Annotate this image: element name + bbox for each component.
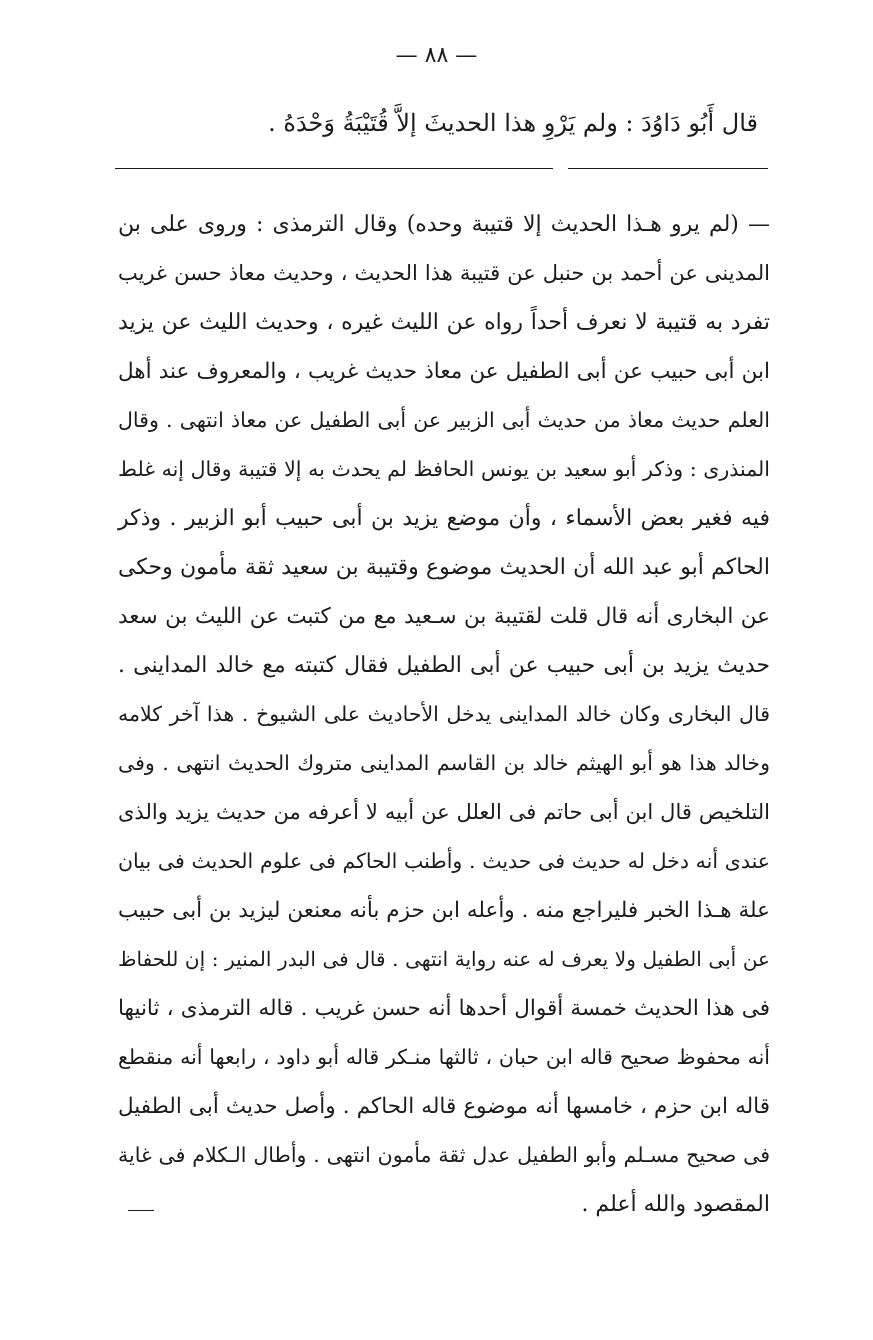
commentary-line: أنه محفوظ صحيح قاله ابن حبان ، ثالثها منـكر قاله أبو داود ، رابعها أنه منقطع [118,1045,770,1069]
commentary-line: ابن أبى حبيب عن أبى الطفيل عن معاذ حديث غريب ، والمعروف عند أهل [118,359,770,384]
commentary-line: عن البخارى أنه قال قلت لقتيبة بن سـعيد مع من كتبت عن الليث بن سعد [118,604,770,629]
commentary-line: فى هذا الحديث خمسة أقوال أحدها أنه حسن غريب . قاله الترمذى ، ثانيها [118,996,770,1021]
commentary-line: فيه فغير بعض الأسماء ، وأن موضع يزيد بن أبى حبيب أبو الزبير . وذكر [118,506,770,531]
commentary-line: العلم حديث معاذ من حديث أبى الزبير عن أبى الطفيل عن معاذ انتهى . وقال [118,408,770,432]
commentary-line: عندى أنه دخل له حديث فى حديث . وأطنب الحاكم فى علوم الحديث فى بيان [118,849,770,873]
commentary-line: الحاكم أبو عبد الله أن الحديث موضوع وقتيبة بن سعيد ثقة مأمون وحكى [118,555,770,580]
commentary-line: — (لم يرو هـذا الحديث إلا قتيبة وحده) وقال الترمذى : وروى على بن [118,212,770,237]
commentary-line-last: المقصود والله أعلم . [581,1192,770,1217]
end-dash [128,1210,154,1211]
commentary-line: حديث يزيد بن أبى حبيب عن أبى الطفيل فقال كتبته مع خالد المداينى . [118,653,770,678]
commentary-line: وخالد هذا هو أبو الهيثم خالد بن القاسم المداينى متروك الحديث انتهى . وفى [118,751,770,775]
commentary-line: تفرد به قتيبة لا نعرف أحداً رواه عن الليث غيره ، وحديث الليث عن يزيد [118,310,770,335]
commentary-line: المنذرى : وذكر أبو سعيد بن يونس الحافظ لم يحدث به إلا قتيبة وقال إنه غلط [118,457,770,481]
commentary-line: قاله ابن حزم ، خامسها أنه موضوع قاله الحاكم . وأصل حديث أبى الطفيل [118,1094,770,1119]
commentary-line: قال البخارى وكان خالد المداينى يدخل الأحاديث على الشيوخ . هذا آخر كلامه [118,702,770,726]
commentary-line: علة هـذا الخبر فليراجع منه . وأعله ابن حزم بأنه معنعن ليزيد بن أبى حبيب [118,898,770,923]
separator-rule-right [568,168,768,169]
separator-rule-left [115,168,553,169]
commentary-line: التلخيص قال ابن أبى حاتم فى العلل عن أبيه لا أعرفه من حديث يزيد والذى [118,800,770,824]
main-text: قال أَبُو دَاوُدَ : ولم يَرْوِ هذا الحديثَ إلاَّ قُتَيْبَةُ وَحْدَهُ . [268,109,758,137]
page-number: — ٨٨ — [395,43,478,68]
commentary-line: فى صحيح مسـلم وأبو الطفيل عدل ثقة مأمون انتهى . وأطال الـكلام فى غاية [118,1143,770,1167]
commentary-block [118,200,770,1229]
commentary-line: عن أبى الطفيل ولا يعرف له عنه رواية انتهى . قال فى البدر المنير : إن للحفاظ [118,947,770,971]
commentary-line: المدينى عن أحمد بن حنبل عن قتيبة هذا الحديث ، وحديث معاذ حسن غريب [118,261,770,285]
